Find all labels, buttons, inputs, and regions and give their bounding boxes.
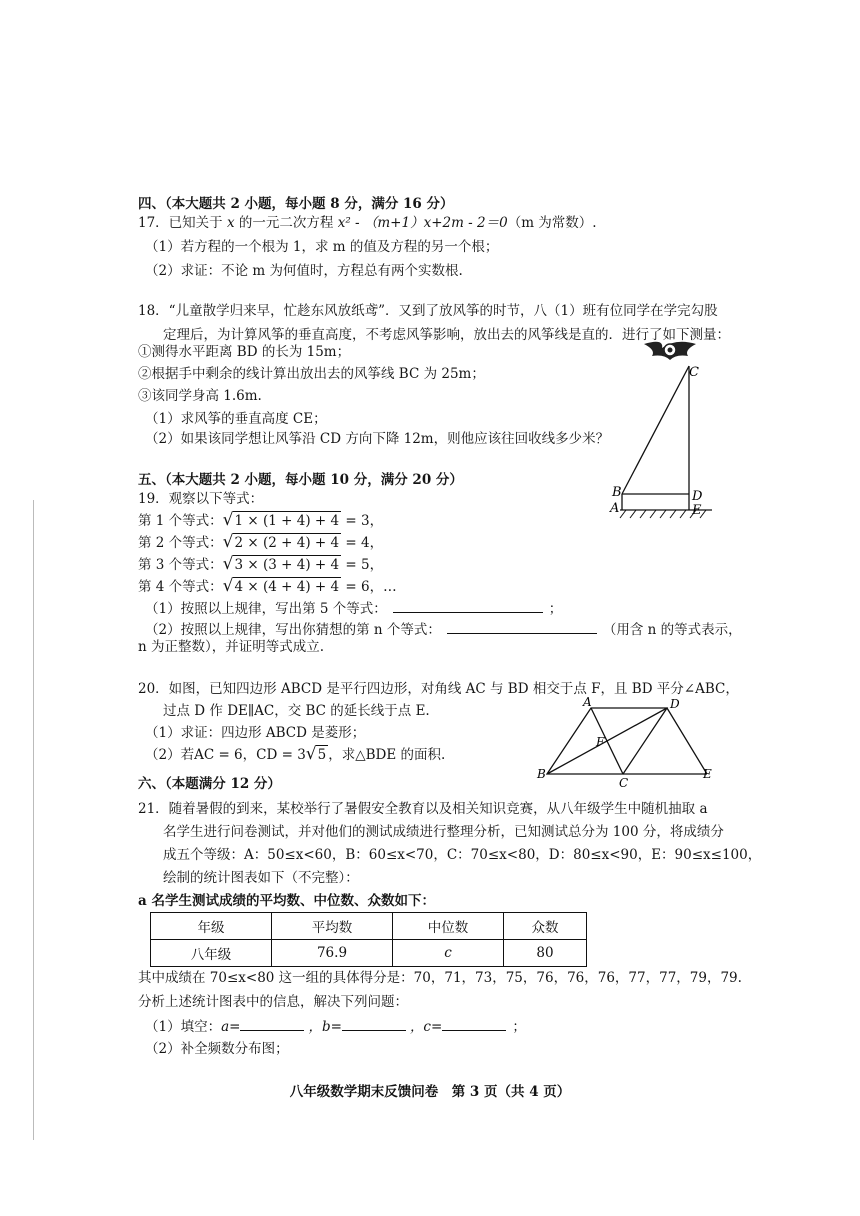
kite-icon [644, 342, 696, 360]
q21-line3: 成五个等级：A：50≤x<60，B：60≤x<70，C：70≤x<80，D：80≤x<90，E：90≤x≤100， [163, 847, 762, 863]
q19-part2: （2）按照以上规律，写出你猜想的第 n 个等式： （用含 n 的等式表示， [145, 619, 742, 639]
page-footer: 八年级数学期末反馈问卷 第 3 页（共 4 页） [289, 1084, 571, 1100]
q19-eq2: 第 2 个等式：√2 × (2 + 4) + 4 = 4， [138, 532, 384, 552]
kite-label-b: B [612, 485, 622, 500]
q18-line2: 定理后，为计算风筝的垂直高度，不考虑风筝影响，放出去的风筝线是直的．进行了如下测量： [163, 327, 730, 343]
q18-part2: （2）如果该同学想让风筝沿 CD 方向下降 12m，则他应该往回收线多少米？ [145, 431, 610, 447]
answer-blank-c[interactable] [442, 1016, 506, 1031]
q20-line1: 20．如图，已知四边形 ABCD 是平行四边形，对角线 AC 与 BD 相交于点 F，且 BD 平分∠ABC， [138, 681, 739, 697]
table-cell: c [393, 940, 504, 967]
answer-blank-a[interactable] [240, 1016, 304, 1031]
section-5-header: 五、（本大题共 2 小题，每小题 10 分，满分 20 分） [138, 472, 463, 488]
table-header-cell: 中位数 [393, 913, 504, 940]
rhombus-label-c: C [619, 776, 629, 788]
table-header-cell: 平均数 [272, 913, 393, 940]
q19-part1: （1）按照以上规律，写出第 5 个等式： ； [145, 598, 562, 618]
q17-part2: （2）求证：不论 m 为何值时，方程总有两个实数根. [145, 263, 463, 279]
segment-de [667, 708, 707, 774]
q19-answer-blank-2[interactable] [447, 619, 597, 634]
q21-line4: 绘制的统计图表如下（不完整）： [163, 870, 359, 886]
q18-measure1: ①测得水平距离 BD 的长为 15m； [138, 344, 351, 360]
kite-line-bc [622, 366, 689, 494]
q20-line2: 过点 D 作 DE∥AC，交 BC 的延长线于点 E. [163, 703, 430, 719]
q21-line1: 21．随着暑假的到来，某校举行了暑假安全教育以及相关知识竞赛，从八年级学生中随机抽取 a [138, 801, 708, 817]
q18-part1: （1）求风筝的垂直高度 CE； [145, 411, 327, 427]
stats-table [150, 912, 587, 967]
q18-measure2: ②根据手中剩余的线计算出放出去的风筝线 BC 为 25m； [138, 366, 485, 382]
q20-part1: （1）求证：四边形 ABCD 是菱形； [145, 725, 366, 741]
table-cell: 80 [504, 940, 587, 967]
q19-answer-blank-1[interactable] [393, 598, 543, 613]
q19-part2-line2: n 为正整数），并证明等式成立. [138, 639, 325, 655]
q19-eq1: 第 1 个等式：√1 × (1 + 4) + 4 = 3， [138, 510, 384, 530]
rhombus-label-b: B [537, 767, 546, 781]
section-6-header: 六、（本题满分 12 分） [138, 776, 281, 792]
kite-label-a: A [610, 501, 620, 516]
rhombus-label-e: E [703, 767, 712, 781]
page-gutter-line [33, 500, 34, 1140]
q19-title: 19．观察以下等式： [138, 491, 264, 507]
q21-analyze: 分析上述统计图表中的信息，解决下列问题： [138, 994, 408, 1010]
q19-eq4: 第 4 个等式：√4 × (4 + 4) + 4 = 6，… [138, 576, 397, 596]
q21-table-caption: a 名学生测试成绩的平均数、中位数、众数如下： [138, 893, 435, 909]
kite-label-e: E [692, 503, 702, 518]
kite-label-d: D [692, 489, 703, 504]
table-cell: 八年级 [151, 940, 272, 967]
section-4-header: 四、（本大题共 2 小题，每小题 8 分，满分 16 分） [138, 196, 454, 212]
rhombus-label-a: A [583, 696, 592, 709]
rhombus-figure [535, 696, 715, 788]
stats-table-row [151, 940, 587, 967]
kite-label-c: C [689, 365, 699, 380]
q17-stem: 17．已知关于 x 的一元二次方程 x² - （m+1）x+2m - 2＝0（m 为常数）. [138, 215, 597, 231]
rhombus-label-d: D [670, 697, 680, 711]
q21-scores-line: 其中成绩在 70≤x<80 这一组的具体得分是：70，71，73，75，76，76，76，77，77，79，79. [138, 970, 742, 986]
rhombus-label-f: F [596, 735, 605, 749]
q19-eq3: 第 3 个等式：√3 × (3 + 4) + 4 = 5， [138, 554, 384, 574]
q18-measure3: ③该同学身高 1.6m. [138, 388, 262, 404]
table-header-cell: 年级 [151, 913, 272, 940]
table-cell: 76.9 [272, 940, 393, 967]
table-header-cell: 众数 [504, 913, 587, 940]
q21-part2: （2）补全频数分布图； [145, 1041, 289, 1057]
stats-table-header-row [151, 913, 587, 940]
answer-blank-b[interactable] [342, 1016, 406, 1031]
kite-figure [600, 336, 730, 526]
diagonal-bd [547, 708, 667, 774]
q18-line1: 18．“儿童散学归来早，忙趁东风放纸鸢”．又到了放风筝的时节，八（1）班有位同学在学完勾股 [138, 303, 718, 319]
q17-part1: （1）若方程的一个根为 1，求 m 的值及方程的另一个根； [145, 239, 499, 255]
q20-part2: （2）若AC = 6，CD = 3√5 ，求△BDE 的面积. [145, 744, 446, 764]
q21-part1: （1）填空：a= ，b= ，c= ； [145, 1016, 526, 1036]
q21-line2: 名学生进行问卷测试，并对他们的测试成绩进行整理分析，已知测试总分为 100 分，将成绩分 [163, 824, 724, 840]
